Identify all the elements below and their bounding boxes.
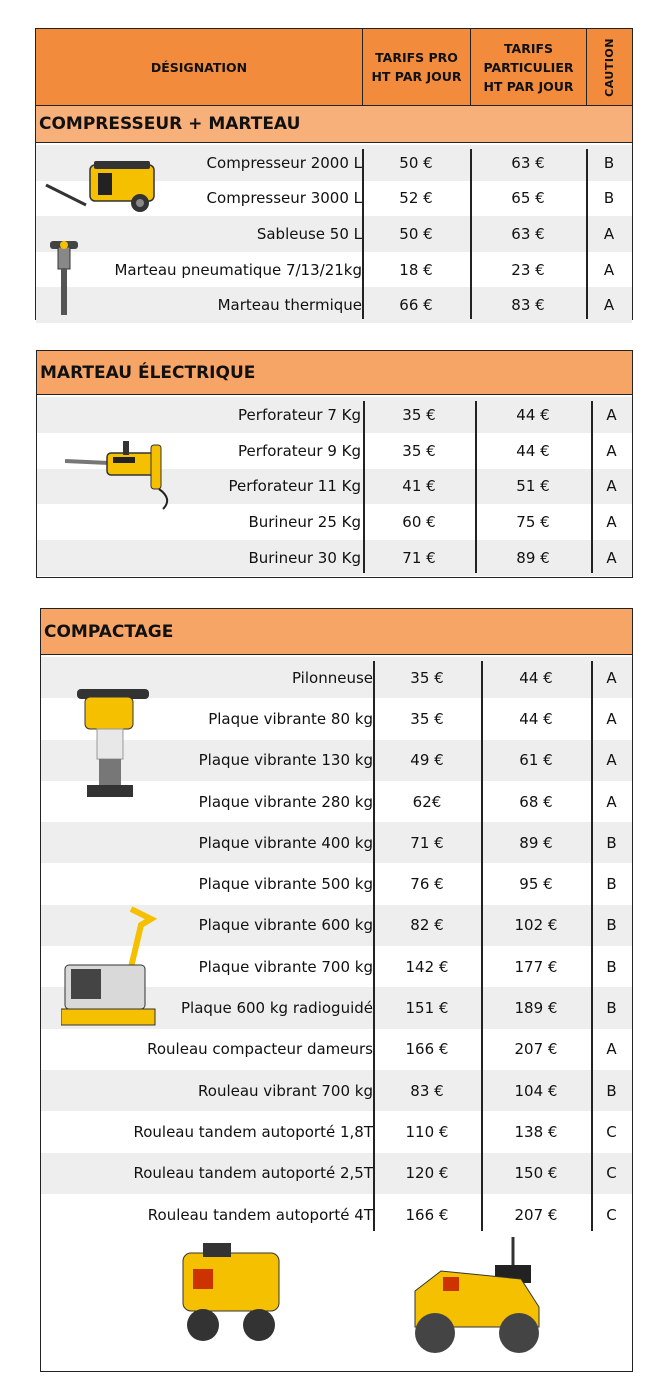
row-tarif-pro: 83 € bbox=[410, 1081, 444, 1100]
row-caution: B bbox=[606, 833, 617, 852]
tandem-roller-image bbox=[401, 1231, 551, 1359]
rammer-image bbox=[71, 685, 155, 807]
row-tarif-pro: 76 € bbox=[410, 875, 444, 894]
row-tarif-pro: 166 € bbox=[405, 1205, 449, 1224]
row-tarif-pro: 41 € bbox=[402, 477, 436, 496]
row-designation: Plaque vibrante 500 kg bbox=[198, 875, 373, 894]
row-designation: Marteau thermique bbox=[217, 296, 362, 315]
row-tarif-particulier: 138 € bbox=[514, 1122, 558, 1141]
row-tarif-particulier: 189 € bbox=[514, 999, 558, 1018]
section-title-marteau-electrique: MARTEAU ÉLECTRIQUE bbox=[37, 351, 632, 395]
table-compresseur bbox=[35, 28, 633, 320]
row-designation: Plaque vibrante 80 kg bbox=[208, 709, 373, 728]
row-caution: C bbox=[606, 1164, 617, 1183]
row-tarif-particulier: 44 € bbox=[516, 405, 550, 424]
column-divider bbox=[373, 661, 375, 1231]
row-caution: B bbox=[606, 875, 617, 894]
vibratory-plate-image bbox=[61, 905, 161, 1033]
row-tarif-particulier: 207 € bbox=[514, 1205, 558, 1224]
column-divider bbox=[481, 661, 483, 1231]
table-compactage bbox=[40, 608, 633, 1372]
row-caution: A bbox=[606, 709, 617, 728]
header-designation: DÉSIGNATION bbox=[150, 59, 248, 75]
header-caution: CAUTION bbox=[586, 29, 632, 105]
row-caution: A bbox=[606, 513, 617, 532]
row-caution: A bbox=[603, 224, 615, 243]
header-tarifs-particulier: TARIFS PARTICULIER HT PAR JOUR bbox=[470, 29, 586, 105]
row-designation: Rouleau vibrant 700 kg bbox=[198, 1081, 373, 1100]
row-caution: B bbox=[606, 999, 617, 1018]
row-tarif-pro: 60 € bbox=[402, 513, 436, 532]
column-divider bbox=[475, 401, 477, 573]
row-tarif-pro: 35 € bbox=[402, 441, 436, 460]
row-designation: Plaque 600 kg radioguidé bbox=[181, 999, 373, 1018]
row-tarif-particulier: 63 € bbox=[511, 224, 545, 243]
row-tarif-pro: 166 € bbox=[405, 1040, 449, 1059]
column-divider bbox=[591, 401, 593, 573]
row-caution: A bbox=[606, 751, 617, 770]
row-tarif-pro: 71 € bbox=[410, 833, 444, 852]
row-caution: B bbox=[603, 189, 615, 208]
row-tarif-particulier: 150 € bbox=[514, 1164, 558, 1183]
row-caution: B bbox=[603, 153, 615, 172]
row-designation: Burineur 30 Kg bbox=[248, 549, 361, 568]
column-divider bbox=[591, 661, 593, 1231]
row-tarif-pro: 18 € bbox=[399, 260, 433, 279]
row-caution: A bbox=[606, 792, 617, 811]
column-divider bbox=[470, 149, 472, 319]
row-tarif-pro: 35 € bbox=[402, 405, 436, 424]
row-tarif-particulier: 44 € bbox=[519, 709, 553, 728]
table-header bbox=[36, 29, 632, 105]
row-tarif-pro: 50 € bbox=[399, 224, 433, 243]
row-designation: Perforateur 9 Kg bbox=[238, 441, 361, 460]
row-tarif-pro: 71 € bbox=[402, 549, 436, 568]
row-designation: Perforateur 11 Kg bbox=[228, 477, 361, 496]
column-divider bbox=[586, 149, 588, 319]
row-tarif-particulier: 89 € bbox=[516, 549, 550, 568]
row-caution: A bbox=[606, 1040, 617, 1059]
row-caution: A bbox=[606, 477, 617, 496]
row-tarif-particulier: 68 € bbox=[519, 792, 553, 811]
section-title-compresseur: COMPRESSEUR + MARTEAU bbox=[36, 105, 632, 143]
row-tarif-particulier: 83 € bbox=[511, 296, 545, 315]
trench-roller-image bbox=[171, 1239, 291, 1349]
row-designation: Marteau pneumatique 7/13/21kg bbox=[114, 260, 362, 279]
row-designation: Plaque vibrante 600 kg bbox=[198, 916, 373, 935]
row-designation: Plaque vibrante 400 kg bbox=[198, 833, 373, 852]
row-tarif-particulier: 104 € bbox=[514, 1081, 558, 1100]
row-tarif-pro: 35 € bbox=[410, 668, 444, 687]
row-designation: Compresseur 2000 L bbox=[206, 153, 362, 172]
column-divider bbox=[362, 149, 364, 319]
row-tarif-pro: 50 € bbox=[399, 153, 433, 172]
demolition-hammer-image bbox=[63, 439, 183, 511]
row-tarif-particulier: 102 € bbox=[514, 916, 558, 935]
row-tarif-pro: 52 € bbox=[399, 189, 433, 208]
row-designation: Plaque vibrante 130 kg bbox=[198, 751, 373, 770]
row-caution: C bbox=[606, 1122, 617, 1141]
row-tarif-pro: 62€ bbox=[412, 792, 442, 811]
row-tarif-particulier: 63 € bbox=[511, 153, 545, 172]
row-tarif-particulier: 177 € bbox=[514, 957, 558, 976]
row-caution: A bbox=[603, 296, 615, 315]
row-tarif-particulier: 95 € bbox=[519, 875, 553, 894]
row-tarif-pro: 110 € bbox=[405, 1122, 449, 1141]
row-tarif-particulier: 51 € bbox=[516, 477, 550, 496]
row-designation: Perforateur 7 Kg bbox=[238, 405, 361, 424]
section-title-compactage: COMPACTAGE bbox=[41, 609, 632, 655]
row-caution: B bbox=[606, 916, 617, 935]
row-designation: Plaque vibrante 280 kg bbox=[198, 792, 373, 811]
row-designation: Rouleau tandem autoporté 1,8T bbox=[133, 1122, 373, 1141]
row-tarif-particulier: 23 € bbox=[511, 260, 545, 279]
row-designation: Sableuse 50 L bbox=[256, 224, 362, 243]
row-tarif-pro: 66 € bbox=[399, 296, 433, 315]
row-designation: Rouleau tandem autoporté 4T bbox=[147, 1205, 373, 1224]
row-caution: A bbox=[606, 668, 617, 687]
jackhammer-image bbox=[46, 235, 82, 319]
row-caution: B bbox=[606, 1081, 617, 1100]
row-tarif-pro: 151 € bbox=[405, 999, 449, 1018]
row-designation: Compresseur 3000 L bbox=[206, 189, 362, 208]
header-tarifs-pro: TARIFS PRO HT PAR JOUR bbox=[362, 29, 470, 105]
row-caution: A bbox=[606, 549, 617, 568]
row-tarif-pro: 49 € bbox=[410, 751, 444, 770]
row-tarif-pro: 142 € bbox=[405, 957, 449, 976]
row-tarif-pro: 120 € bbox=[405, 1164, 449, 1183]
table-marteau-electrique bbox=[36, 350, 633, 578]
row-tarif-pro: 82 € bbox=[410, 916, 444, 935]
row-designation: Plaque vibrante 700 kg bbox=[198, 957, 373, 976]
row-tarif-particulier: 89 € bbox=[519, 833, 553, 852]
row-tarif-particulier: 65 € bbox=[511, 189, 545, 208]
row-caution: A bbox=[606, 405, 617, 424]
row-tarif-particulier: 44 € bbox=[516, 441, 550, 460]
row-designation: Burineur 25 Kg bbox=[248, 513, 361, 532]
row-caution: C bbox=[606, 1205, 617, 1224]
row-caution: A bbox=[606, 441, 617, 460]
row-caution: B bbox=[606, 957, 617, 976]
row-tarif-particulier: 207 € bbox=[514, 1040, 558, 1059]
row-tarif-pro: 35 € bbox=[410, 709, 444, 728]
row-tarif-particulier: 75 € bbox=[516, 513, 550, 532]
row-tarif-particulier: 61 € bbox=[519, 751, 553, 770]
compressor-image bbox=[42, 155, 162, 215]
row-designation: Rouleau tandem autoporté 2,5T bbox=[133, 1164, 373, 1183]
column-divider bbox=[363, 401, 365, 573]
row-designation: Rouleau compacteur dameurs bbox=[147, 1040, 373, 1059]
row-designation: Pilonneuse bbox=[291, 668, 373, 687]
row-tarif-particulier: 44 € bbox=[519, 668, 553, 687]
row-caution: A bbox=[603, 260, 615, 279]
